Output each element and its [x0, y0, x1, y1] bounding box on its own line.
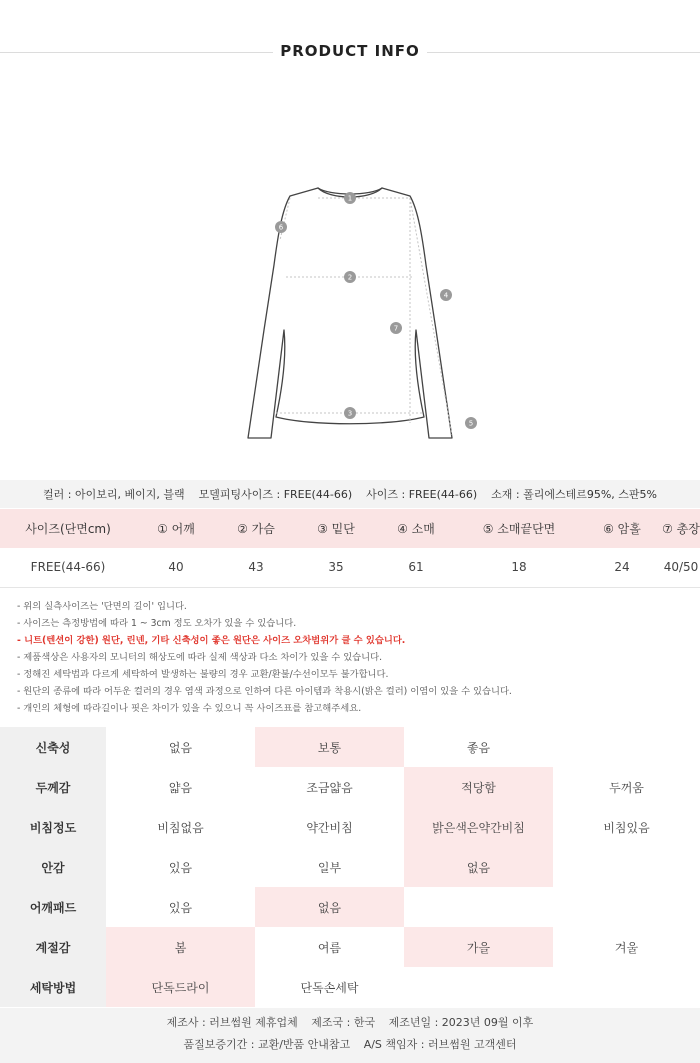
note-item: - 위의 실측사이즈는 '단면의 길이' 입니다. [17, 601, 187, 612]
property-option: 비침있음 [603, 820, 650, 835]
page-title: PRODUCT INFO [280, 42, 420, 60]
product-summary-bar [0, 480, 700, 508]
table-row [0, 847, 700, 887]
property-option-selected: 적당함 [404, 767, 553, 807]
property-option: 비침없음 [157, 820, 204, 835]
property-label: 세탁방법 [0, 967, 106, 1007]
property-option-selected: 없음 [255, 887, 404, 927]
property-option: 겨울 [614, 940, 639, 955]
svg-text:1: 1 [347, 194, 353, 203]
header-cell: ① 어깨 [136, 509, 216, 548]
fabric-properties-table [0, 727, 700, 1007]
property-option [553, 847, 700, 887]
warranty: 품질보증기간 : 교환/반품 안내참고 [183, 1038, 351, 1051]
header-cell: ⑦ 총장 [662, 509, 700, 548]
divider [0, 52, 273, 53]
model-size-info: 모델피팅사이즈 : FREE(44-66) [198, 488, 353, 501]
property-option-selected: 밝은색은약간비침 [404, 807, 553, 847]
property-option: 좋음 [466, 740, 491, 755]
cell: 40 [136, 548, 216, 587]
property-option-selected: 없음 [404, 847, 553, 887]
marker-2 [344, 271, 356, 283]
property-option [553, 967, 700, 1007]
cell: 35 [296, 548, 376, 587]
table-row [0, 807, 700, 847]
table-row [0, 927, 700, 967]
cell: 24 [582, 548, 662, 587]
cell: 43 [216, 548, 296, 587]
property-option-selected: 봄 [106, 927, 255, 967]
note-item: - 사이즈는 측정방법에 따라 1 ~ 3cm 정도 오차가 있을 수 있습니다. [17, 618, 297, 629]
property-option: 조금얇음 [306, 780, 353, 795]
property-option [404, 887, 553, 927]
property-option: 있음 [168, 860, 193, 875]
table-row [0, 767, 700, 807]
footer-row [0, 1034, 700, 1056]
svg-text:7: 7 [393, 324, 399, 333]
as-contact: A/S 책임자 : 러브썸원 고객센터 [363, 1038, 517, 1051]
note-item: - 정해진 세탁법과 다르게 세탁하여 발생하는 불량의 경우 교환/환불/수선이모두 불가합니다. [17, 669, 389, 680]
header-cell: ⑤ 소매끝단면 [456, 509, 582, 548]
table-row [0, 727, 700, 767]
note-item: - 제품색상은 사용자의 모니터의 해상도에 따라 실제 색상과 다소 차이가 있을 수 있습니다. [17, 652, 383, 663]
garment-measurement-diagram [200, 180, 500, 440]
property-option-selected: 가을 [404, 927, 553, 967]
property-option: 단독손세탁 [300, 980, 359, 995]
marker-4 [440, 289, 452, 301]
property-option: 두꺼움 [609, 780, 644, 795]
divider [427, 52, 700, 53]
property-label: 신축성 [0, 727, 106, 767]
property-label: 두께감 [0, 767, 106, 807]
property-option: 일부 [317, 860, 342, 875]
header-cell: ③ 밑단 [296, 509, 376, 548]
property-label: 안감 [0, 847, 106, 887]
size-notes [17, 598, 687, 717]
footer-row [0, 1008, 700, 1034]
svg-text:3: 3 [347, 409, 353, 418]
manufacturer-footer [0, 1008, 700, 1063]
manufacture-date: 제조년일 : 2023년 09월 이후 [388, 1016, 534, 1029]
header-cell: 사이즈(단면cm) [0, 509, 136, 548]
cell: 18 [456, 548, 582, 587]
size-info: 사이즈 : FREE(44-66) [366, 488, 478, 501]
size-table [0, 509, 700, 588]
marker-3 [344, 407, 356, 419]
table-row [0, 548, 700, 587]
property-option [553, 727, 700, 767]
marker-6 [275, 221, 287, 233]
property-option-selected: 보통 [255, 727, 404, 767]
svg-text:4: 4 [443, 291, 449, 300]
section-header [0, 36, 700, 70]
material-info: 소재 : 폴리에스테르95%, 스판5% [491, 488, 657, 501]
property-label: 계절감 [0, 927, 106, 967]
header-cell: ⑥ 암홀 [582, 509, 662, 548]
property-option [404, 967, 553, 1007]
property-option: 없음 [168, 740, 193, 755]
property-option [553, 887, 700, 927]
property-label: 어깨패드 [0, 887, 106, 927]
table-row [0, 967, 700, 1007]
marker-7 [390, 322, 402, 334]
marker-1 [344, 192, 356, 204]
table-row [0, 887, 700, 927]
property-option: 있음 [168, 900, 193, 915]
svg-text:6: 6 [278, 223, 284, 232]
manufacturer: 제조사 : 러브썸원 제휴업체 [166, 1016, 298, 1029]
cell: 61 [376, 548, 456, 587]
cell: FREE(44-66) [0, 548, 136, 587]
property-option: 얇음 [168, 780, 193, 795]
header-cell: ④ 소매 [376, 509, 456, 548]
size-table-header [0, 509, 700, 548]
svg-text:2: 2 [347, 273, 353, 282]
note-item: - 개인의 체형에 따라길이나 핏은 차이가 있을 수 있으니 꼭 사이즈표를 참고해주세요. [17, 703, 362, 714]
country: 제조국 : 한국 [311, 1016, 376, 1029]
svg-text:5: 5 [468, 419, 474, 428]
property-option: 약간비침 [306, 820, 353, 835]
cell: 40/50 [662, 548, 700, 587]
note-item: - 원단의 종류에 따라 어두운 컬러의 경우 염색 과정으로 인하여 다른 아이템과 착용시(밝은 컬러) 이염이 있을 수 있습니다. [17, 686, 512, 697]
property-option-selected: 단독드라이 [106, 967, 255, 1007]
color-info: 컬러 : 아이보리, 베이지, 블랙 [43, 488, 185, 501]
property-option: 여름 [317, 940, 342, 955]
property-label: 비침정도 [0, 807, 106, 847]
marker-5 [465, 417, 477, 429]
header-cell: ② 가슴 [216, 509, 296, 548]
note-item-warning: - 니트(텐션이 강한) 원단, 린넨, 기타 신축성이 좋은 원단은 사이즈 오차범위가 클 수 있습니다. [17, 635, 406, 646]
